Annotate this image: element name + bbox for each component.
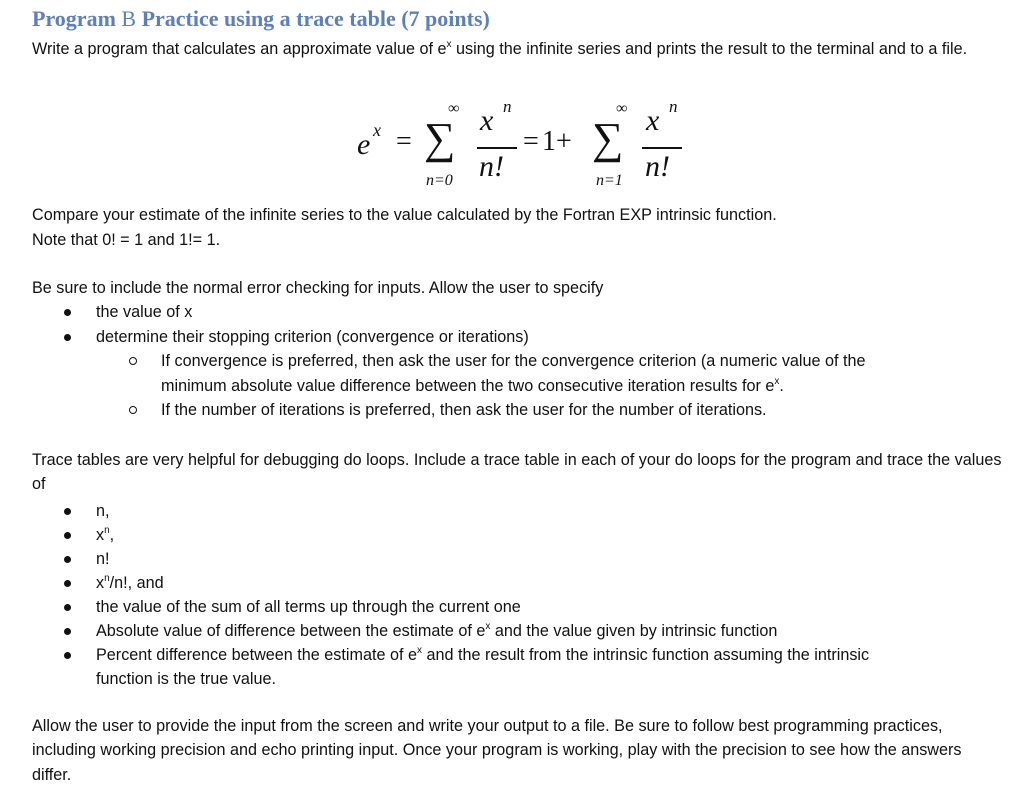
formula-fraction-bar-2: [642, 147, 682, 149]
bullet-icon: [64, 334, 71, 341]
trace-item-x-power-n: [96, 523, 114, 547]
input-item-value-of-x: the value of x: [96, 303, 193, 321]
formula-denominator-2: n!: [645, 150, 670, 183]
intro-text-b: using the infinite series and prints the result to the terminal and to a file.: [451, 40, 968, 58]
bullet-icon: [64, 532, 71, 539]
sub-item-convergence-period: .: [779, 377, 784, 395]
sub-item-iterations: If the number of iterations is preferred, then ask the user for the number of iterations.: [161, 401, 767, 419]
trace-item-abs-text-b: and the value given by intrinsic function: [490, 622, 778, 640]
trace-item-x-text: x: [96, 526, 105, 544]
trace-item-pct-text-b: and the result from the intrinsic function assuming the intrinsic: [421, 646, 870, 664]
formula-infinity-1: ∞: [448, 100, 460, 117]
formula-numerator-n-1: n: [503, 97, 512, 116]
trace-item-percent-difference: [96, 643, 869, 667]
trace-item-pct-sup: x: [416, 644, 422, 656]
formula-numerator-x-1: x: [480, 104, 494, 137]
formula-one-plus: 1+: [542, 126, 572, 157]
sub-item-convergence-sup: x: [774, 375, 780, 387]
trace-item-pct-text-a: Percent difference between the estimate of e: [96, 646, 417, 664]
formula-lower-bound-1: n=0: [426, 172, 453, 189]
formula-e-exponent: x: [373, 120, 381, 140]
sub-bullet-icon: [129, 406, 137, 414]
input-item-stopping-criterion: determine their stopping criterion (convergence or iterations): [96, 328, 529, 346]
sub-item-convergence-line-1: If convergence is preferred, then ask the user for the convergence criterion (a numeric value of the: [161, 352, 866, 370]
bullet-icon: [64, 309, 71, 316]
formula-fraction-bar-1: [477, 147, 517, 149]
trace-item-n-factorial: n!: [96, 550, 110, 568]
formula-lower-bound-2: n=1: [596, 172, 623, 189]
trace-item-term-rest: /n!, and: [109, 574, 164, 592]
intro-superscript: x: [446, 38, 452, 50]
trace-item-percent-difference-line-2: function is the true value.: [96, 670, 276, 688]
title-part-1: Program: [32, 6, 116, 31]
bullet-icon: [64, 580, 71, 587]
title-part-3: Practice using a trace table (7 points): [141, 6, 490, 31]
trace-intro: Trace tables are very helpful for debugging do loops. Include a trace table in each of your do loops for the program and trace the values of: [32, 451, 1002, 494]
trace-item-sum: the value of the sum of all terms up through the current one: [96, 598, 521, 616]
formula-sigma-1: ∑: [424, 114, 456, 163]
trace-item-term-x: x: [96, 574, 105, 592]
inputs-intro: Be sure to include the normal error checking for inputs. Allow the user to specify: [32, 279, 604, 297]
trace-item-n: n,: [96, 502, 110, 520]
compare-line-1: Compare your estimate of the infinite series to the value calculated by the Fortran EXP intrinsic function.: [32, 206, 777, 224]
intro-text-a: Write a program that calculates an approximate value of e: [32, 40, 447, 58]
closing-paragraph: Allow the user to provide the input from the screen and write your output to a file. Be sure to follow best programming practices, including working precision and echo printing input. Once your program is working, play with the precision to see how the answers differ.: [32, 717, 962, 784]
bullet-icon: [64, 604, 71, 611]
bullet-icon: [64, 652, 71, 659]
title-part-2: B: [115, 6, 142, 31]
bullet-icon: [64, 628, 71, 635]
bullet-icon: [64, 556, 71, 563]
compare-line-2: Note that 0! = 1 and 1!= 1.: [32, 231, 221, 249]
formula-numerator-n-2: n: [669, 97, 678, 116]
trace-item-term-sup: n: [104, 572, 110, 584]
formula-denominator-1: n!: [479, 150, 504, 183]
bullet-icon: [64, 508, 71, 515]
trace-item-x-comma: ,: [109, 526, 115, 544]
sub-bullet-icon: [129, 357, 137, 365]
trace-item-term: [96, 571, 164, 595]
trace-item-absolute-difference: [96, 619, 777, 643]
trace-item-abs-text-a: Absolute value of difference between the estimate of e: [96, 622, 486, 640]
formula-numerator-x-2: x: [646, 104, 660, 137]
formula-equals-2: =: [523, 126, 539, 157]
formula-e: e: [357, 128, 371, 161]
formula-infinity-2: ∞: [616, 100, 628, 117]
sub-item-convergence-text: minimum absolute value difference between the two consecutive iteration results for e: [161, 377, 775, 395]
trace-item-x-sup: n: [104, 524, 110, 536]
trace-item-abs-sup: x: [485, 620, 491, 632]
sub-item-convergence-line-2: [161, 374, 784, 398]
intro-paragraph: [32, 37, 1002, 61]
page-title: [32, 6, 490, 32]
formula-equals-1: =: [396, 126, 412, 157]
formula-sigma-2: ∑: [592, 114, 624, 163]
